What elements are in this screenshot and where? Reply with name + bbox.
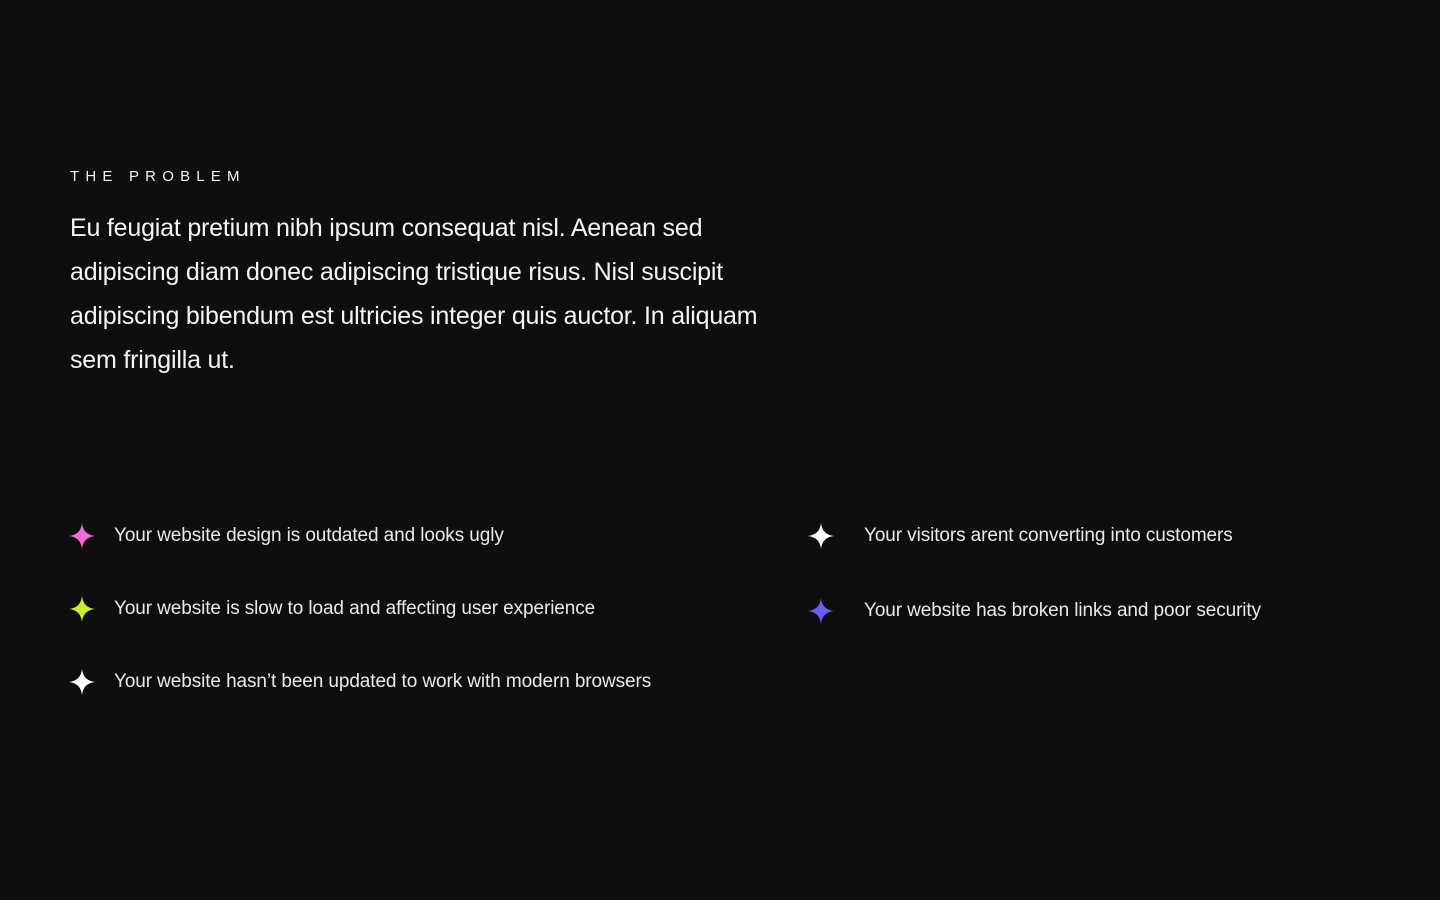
section-eyebrow: THE PROBLEM (70, 168, 246, 185)
problem-item-text: Your visitors arent converting into customers (864, 525, 1233, 546)
sparkle-shape (69, 669, 95, 695)
problem-item-text: Your website has broken links and poor security (864, 600, 1261, 621)
sparkle-icon (808, 523, 834, 549)
sparkle-shape (808, 598, 834, 624)
sparkle-shape (69, 596, 95, 622)
problem-list-item (808, 516, 1233, 556)
sparkle-icon (808, 598, 834, 624)
sparkle-shape (69, 523, 95, 549)
problem-list-item (69, 662, 651, 702)
problem-list-item (69, 516, 504, 556)
sparkle-shape (808, 523, 834, 549)
problem-item-text: Your website is slow to load and affecting user experience (114, 598, 596, 619)
problem-item-text: Your website hasn’t been updated to work with modern browsers (114, 671, 652, 692)
section-lead-text: Eu feugiat pretium nibh ipsum consequat nisl. Aenean sed adipiscing diam donec adipiscing tristique risus. Nisl suscipit adipiscing bibendum est ultricies integer quis auctor. In aliquam sem fringilla ut. (70, 214, 758, 374)
problem-list-item (808, 591, 1261, 631)
sparkle-icon (69, 669, 95, 695)
problem-list-item (69, 589, 595, 629)
sparkle-icon (69, 523, 95, 549)
problem-item-text: Your website design is outdated and looks ugly (114, 525, 504, 546)
sparkle-icon (69, 596, 95, 622)
